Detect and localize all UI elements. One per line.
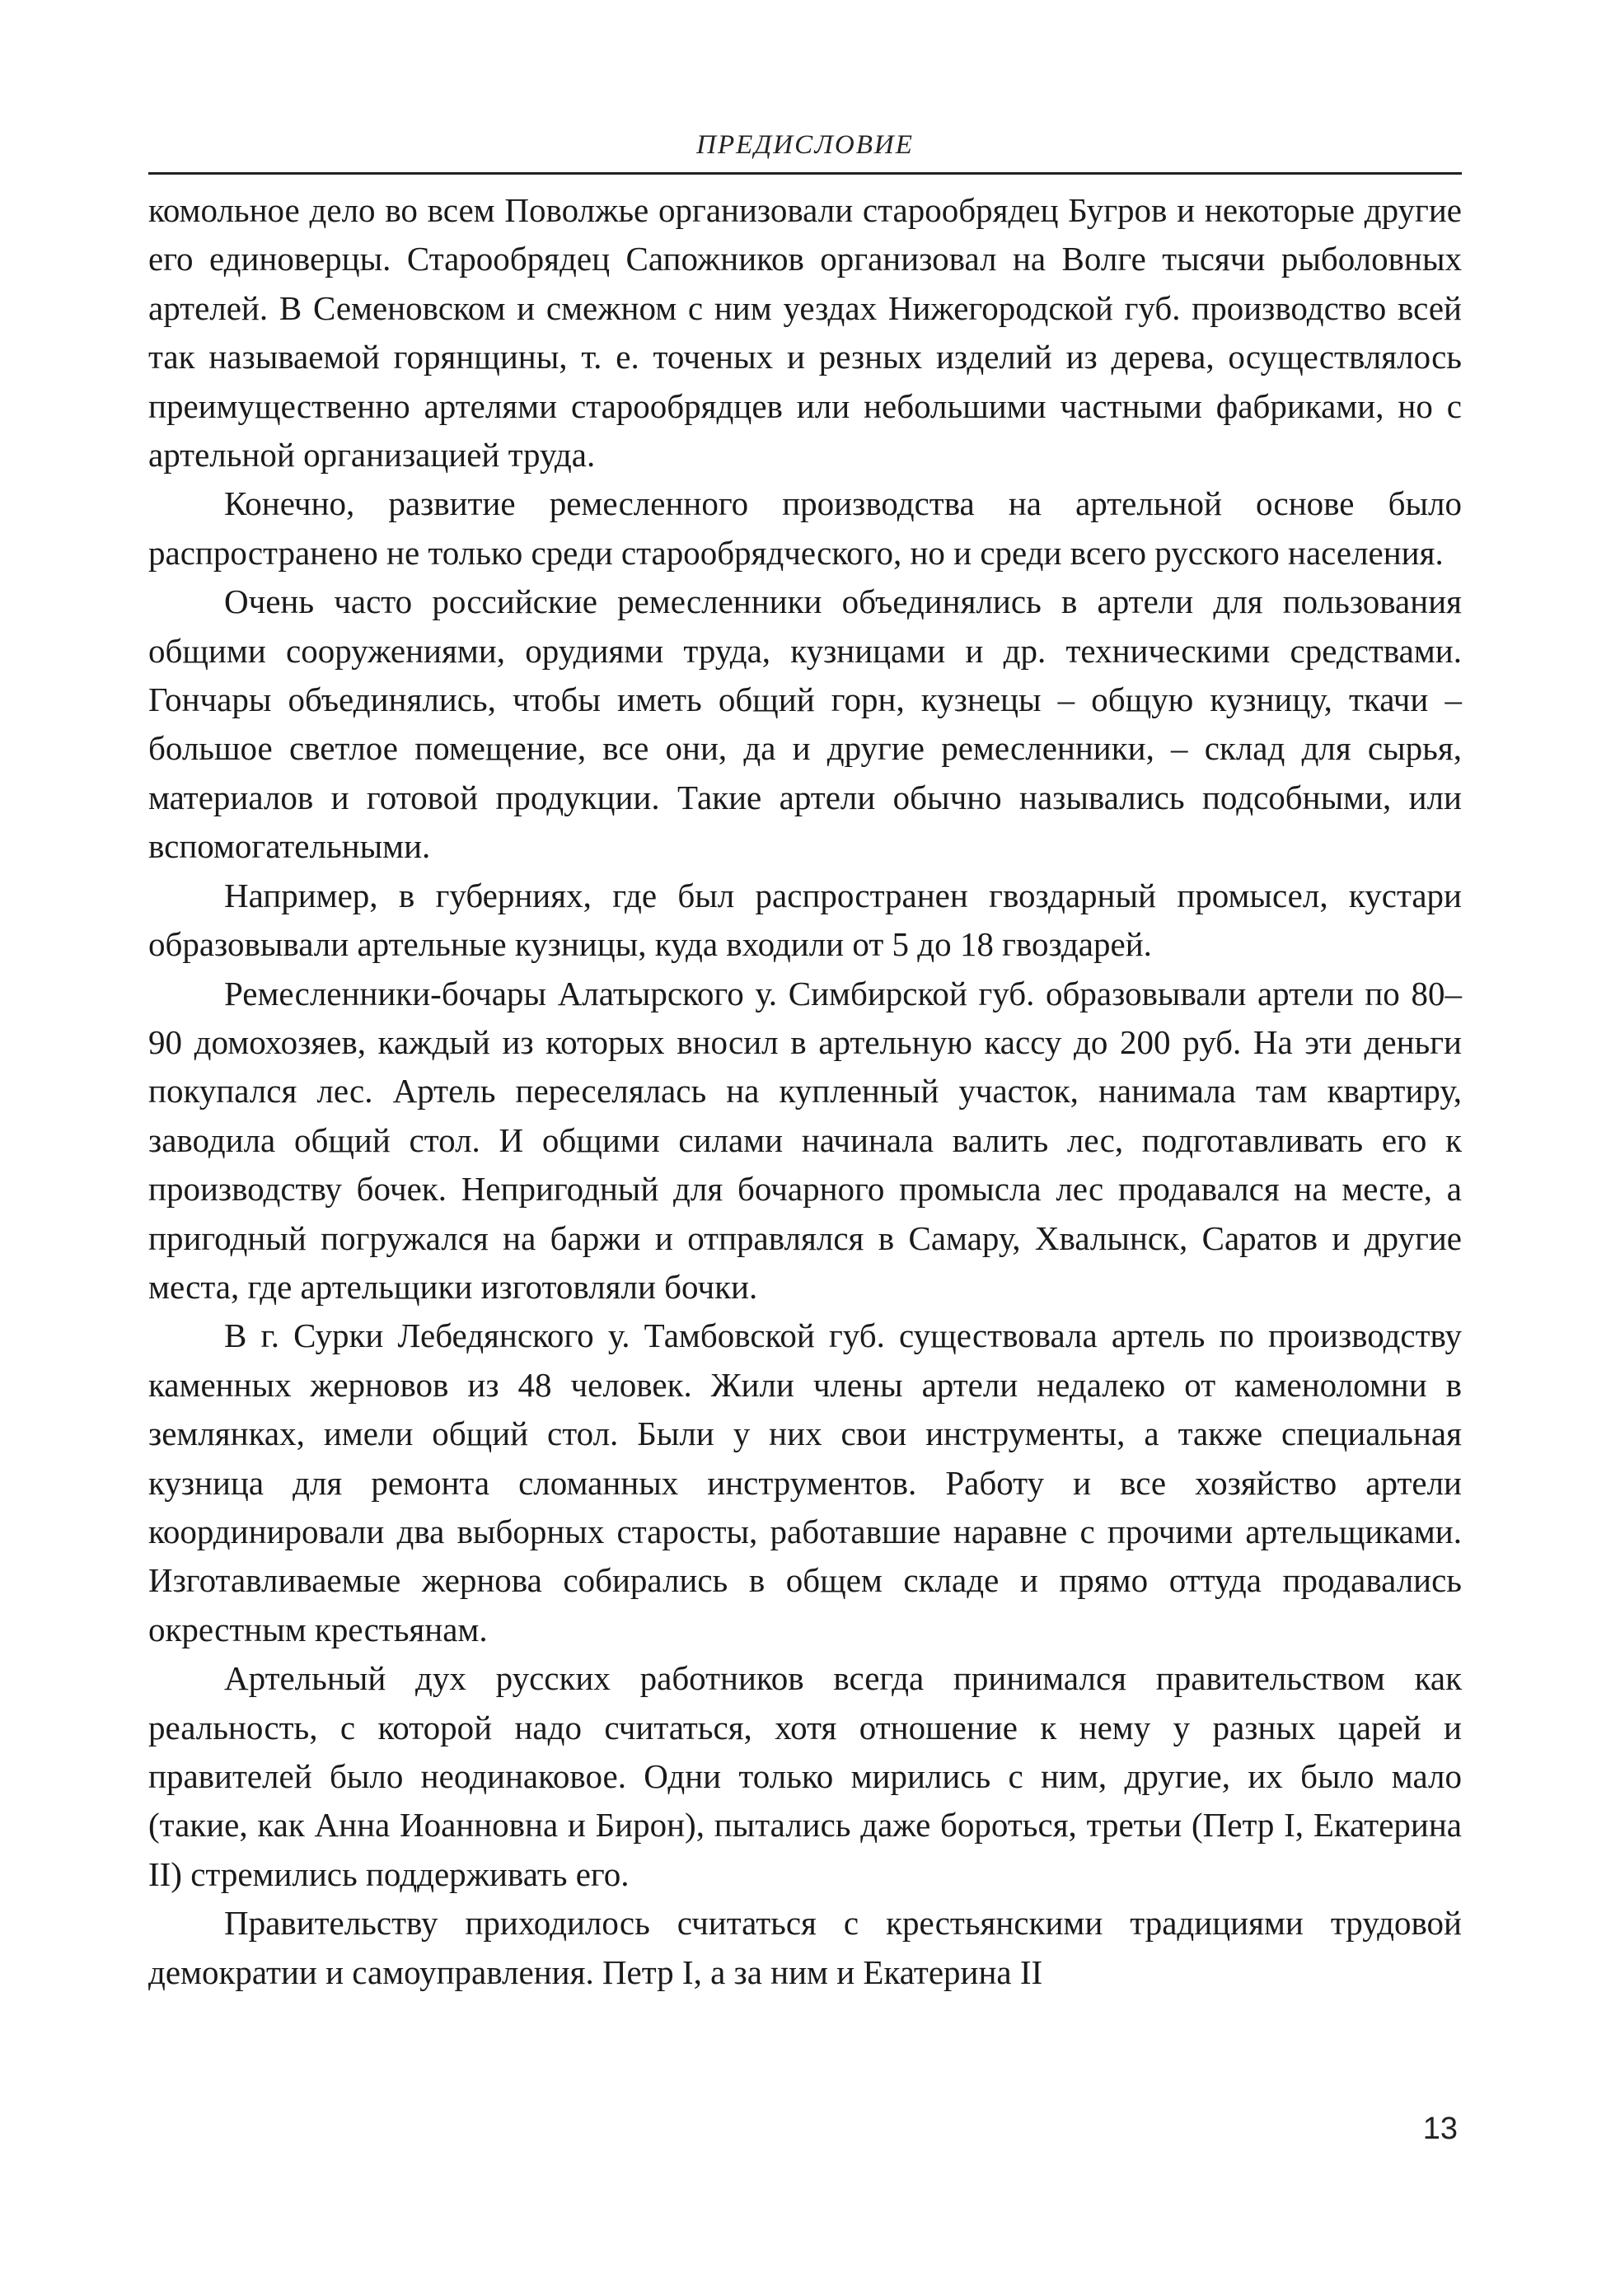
page-number: 13 <box>1422 2111 1458 2146</box>
paragraph: Например, в губерниях, где был распространен гвоздарный промысел, кустари образовывали артельные кузницы, куда входили от 5 до 18 гвоздарей. <box>148 876 1462 964</box>
body-text <box>148 186 1462 1997</box>
paragraph: Ремесленники-бочары Алатырского у. Симбирской губ. образовывали артели по 80–90 домохозяев, каждый из которых вносил в артельную кассу до 200 руб. На эти деньги покупался лес. Артель переселялась на купленный участок, нанимала там квартиру, заводила общий стол. И общими силами начинала валить лес, подготавливать его к производству бочек. Непригодный для бочарного промысла лес продавался на месте, а пригодный погружался на баржи и отправлялся в Самару, Хвалынск, Саратов и другие места, где артельщики изготовляли бочки. <box>148 974 1462 1306</box>
paragraph: В г. Сурки Лебедянского у. Тамбовской губ. существовала артель по производству каменных жерновов из 48 человек. Жили члены артели недалеко от каменоломни в землянках, имели общий стол. Были у них свои инструменты, а также специальная кузница для ремонта сломанных инструментов. Работу и все хозяйство артели координировали два выборных старосты, работавшие наравне с прочими артельщиками. Изготавливаемые жернова собирались в общем складе и прямо оттуда продавались окрестным крестьянам. <box>148 1316 1462 1648</box>
running-head: ПРЕДИСЛОВИЕ <box>696 130 914 160</box>
paragraph: Правительству приходилось считаться с крестьянскими традициями трудовой демократии и самоуправления. Петр I, а за ним и Екатерина II <box>148 1904 1462 1991</box>
paragraph: Артельный дух русских работников всегда принимался правительством как реальность, с которой надо считаться, хотя отношение к нему у разных царей и правителей было неодинаковое. Одни только мирились с ним, другие, их было мало (такие, как Анна Иоанновна и Бирон), пытались даже бороться, третьи (Петр I, Екатерина II) стремились поддерживать его. <box>148 1659 1462 1893</box>
header-rule <box>148 172 1462 175</box>
paragraph: Очень часто российские ремесленники объединялись в артели для пользования общими сооружениями, орудиями труда, кузницами и др. техническими средствами. Гончары объединялись, чтобы иметь общий горн, кузнецы – общую кузницу, ткачи – большое светлое помещение, все они, да и другие ремесленники, – склад для сырья, материалов и готовой продукции. Такие артели обычно назывались подсобными, или вспомогательными. <box>148 582 1462 866</box>
paragraph: комольное дело во всем Поволжье организовали старообрядец Бугров и некоторые другие его единоверцы. Старообрядец Сапожников организовал на Волге тысячи рыболовных артелей. В Семеновском и смежном с ним уездах Нижегородской губ. производство всей так называемой горянщины, т. е. точеных и резных изделий из дерева, осуществлялось преимущественно артелями старообрядцев или небольшими частными фабриками, но с артельной организацией труда. <box>148 191 1462 475</box>
paragraph: Конечно, развитие ремесленного производства на артельной основе было распространено не только среди старообрядческого, но и среди всего русского населения. <box>148 484 1462 572</box>
